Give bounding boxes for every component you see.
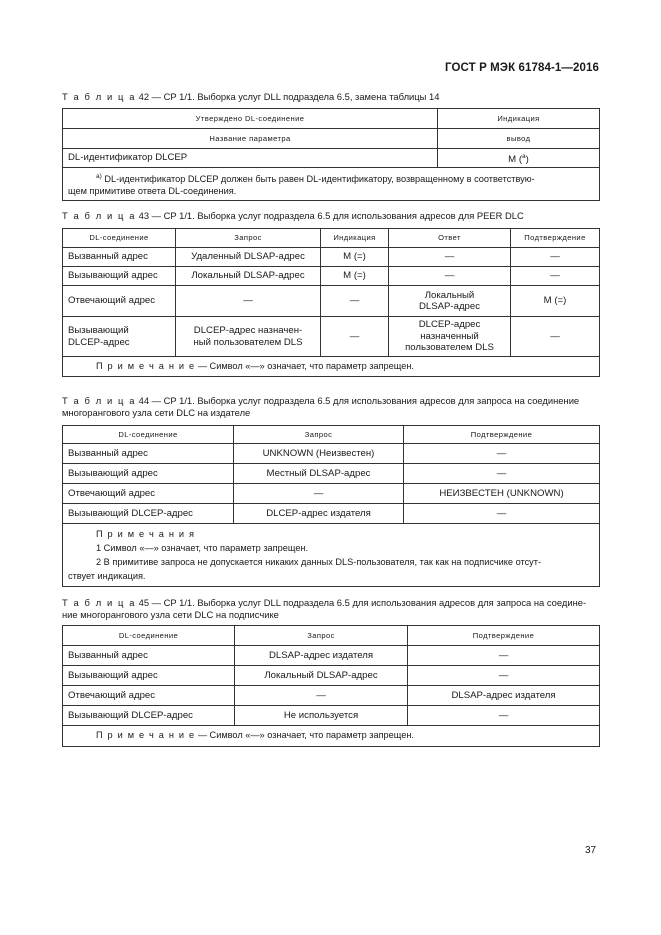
table-cell: DL-идентификатор DLCEP (63, 149, 438, 168)
table-cell: — (404, 464, 600, 484)
table-cell: Вызывающий адрес (63, 464, 234, 484)
table-45-caption (62, 597, 599, 621)
table-cell: НЕИЗВЕСТЕН (UNKNOWN) (404, 484, 600, 504)
table-cell: Вызванный адрес (63, 248, 176, 267)
table-cell: — (404, 444, 600, 464)
note-item: 1 Символ «—» означает, что параметр запрещен. (96, 543, 309, 553)
cell-line: DLCEP-адрес (418, 319, 481, 331)
table-row (63, 666, 600, 686)
table-43 (62, 228, 600, 377)
table-label: Т а б л и ц а (62, 91, 137, 102)
table-cell: — (235, 686, 408, 706)
table-cell: M (=) (321, 248, 389, 267)
table-caption-text: многорангового узла сети DLC на издателе (62, 407, 251, 418)
table-row (63, 267, 600, 286)
cell-line: ный пользователем DLS (193, 336, 303, 348)
table-row (63, 504, 600, 524)
table-cell: DLSAP-адрес издателя (408, 686, 600, 706)
table-42 (62, 108, 600, 201)
table-header-row (63, 129, 600, 149)
footnote-mark: a) (96, 172, 102, 180)
table-header-row (63, 426, 600, 444)
header-cell: Утверждено DL-соединение (63, 109, 438, 129)
table-cell: — (176, 286, 321, 317)
table-cell (63, 317, 176, 357)
table-notes (63, 524, 600, 587)
table-44 (62, 425, 600, 587)
table-caption-text: 42 — CP 1/1. Выборка услуг DLL подраздела 6.5, замена таблицы 14 (138, 91, 440, 102)
header-cell: Ответ (389, 229, 511, 248)
table-cell: — (408, 646, 600, 666)
table-44-caption (62, 395, 599, 419)
table-cell: Вызывающий адрес (63, 267, 176, 286)
table-row (63, 149, 600, 168)
table-cell: Местный DLSAP-адрес (234, 464, 404, 484)
cell-value-tail: ) (525, 153, 529, 165)
table-cell: DLSAP-адрес издателя (235, 646, 408, 666)
table-cell (438, 149, 600, 168)
table-row (63, 248, 600, 267)
table-label: Т а б л и ц а (62, 395, 137, 406)
table-note-row (63, 726, 600, 747)
table-note-row (63, 524, 600, 587)
table-cell: M (=) (511, 286, 600, 317)
document-header: ГОСТ Р МЭК 61784-1—2016 (445, 62, 599, 74)
table-caption-text: 45 — CP 1/1. Выборка услуг DLL подраздела 6.5 для использования адресов для запроса на соедине- (138, 597, 587, 608)
table-cell: Отвечающий адрес (63, 286, 176, 317)
table-label: Т а б л и ц а (62, 210, 137, 221)
page-number: 37 (585, 845, 597, 856)
note-label: П р и м е ч а н и е (96, 360, 196, 371)
table-cell: — (321, 286, 389, 317)
table-note (63, 357, 600, 377)
cell-line: Вызывающий (68, 325, 129, 336)
header-cell: Запрос (234, 426, 404, 444)
table-cell: — (511, 248, 600, 267)
table-footnote (63, 168, 600, 201)
table-header-row (63, 229, 600, 248)
table-45 (62, 625, 600, 747)
cell-line: Локальный (424, 289, 475, 301)
table-42-caption (62, 91, 599, 103)
table-cell: Вызванный адрес (63, 646, 235, 666)
note-label: П р и м е ч а н и е (96, 730, 196, 741)
header-cell: Подтверждение (511, 229, 600, 248)
header-cell: Подтверждение (408, 626, 600, 646)
cell-line: DLCEP-адрес назначен- (193, 325, 303, 336)
header-cell: Индикация (321, 229, 389, 248)
header-cell: DL-соединение (63, 426, 234, 444)
table-cell: Вызывающий DLCEP-адрес (63, 504, 234, 524)
table-cell: — (404, 504, 600, 524)
table-row (63, 484, 600, 504)
table-cell: — (408, 666, 600, 686)
table-cell: — (511, 317, 600, 357)
table-row (63, 646, 600, 666)
table-cell: UNKNOWN (Неизвестен) (234, 444, 404, 464)
table-cell: Вызванный адрес (63, 444, 234, 464)
footnote-line: щем примитиве ответа DL-соединения. (68, 185, 237, 196)
table-caption-text: ние многорангового узла сети DLC на подписчике (62, 609, 279, 620)
table-cell: Локальный DLSAP-адрес (235, 666, 408, 686)
cell-line: DLCEP-адрес (68, 336, 130, 348)
header-cell: Подтверждение (404, 426, 600, 444)
table-cell (176, 317, 321, 357)
table-cell: Отвечающий адрес (63, 686, 235, 706)
cell-line: DLSAP-адрес (418, 301, 481, 312)
table-row (63, 444, 600, 464)
table-row (63, 317, 600, 357)
table-row (63, 706, 600, 726)
table-row (63, 686, 600, 706)
table-header-row (63, 626, 600, 646)
table-cell: Вызывающий DLCEP-адрес (63, 706, 235, 726)
table-cell: — (389, 248, 511, 267)
footnote-line: DL-идентификатор DLCEP должен быть равен DL-идентификатору, возвращенному в соответствую- (101, 174, 535, 185)
note-item: 2 В примитиве запроса не допускается никаких данных DLS-пользователя, так как на подписчике отсут- (96, 557, 542, 567)
footnote-ref: a (522, 152, 526, 160)
table-note (63, 726, 600, 747)
header-cell: вывод (438, 129, 600, 149)
header-cell: DL-соединение (63, 229, 176, 248)
header-cell: Название параметра (63, 129, 438, 149)
header-cell: Запрос (235, 626, 408, 646)
table-cell: M (=) (321, 267, 389, 286)
table-cell: — (321, 317, 389, 357)
table-cell (389, 317, 511, 357)
table-cell: Отвечающий адрес (63, 484, 234, 504)
cell-line: пользователем DLS (405, 342, 494, 354)
header-cell: DL-соединение (63, 626, 235, 646)
table-caption-text: 43 — CP 1/1. Выборка услуг подраздела 6.5 для использования адресов для PEER DLC (138, 210, 524, 221)
header-cell: Запрос (176, 229, 321, 248)
table-header-row (63, 109, 600, 129)
note-text: — Символ «—» означает, что параметр запрещен. (195, 360, 414, 371)
table-row (63, 464, 600, 484)
table-cell: Не используется (235, 706, 408, 726)
table-cell: — (511, 267, 600, 286)
table-cell: — (234, 484, 404, 504)
table-cell: Удаленный DLSAP-адрес (176, 248, 321, 267)
table-cell (389, 286, 511, 317)
note-text: — Символ «—» означает, что параметр запрещен. (195, 730, 414, 741)
table-43-caption (62, 210, 599, 222)
cell-value: M ( (508, 153, 523, 165)
table-cell: — (389, 267, 511, 286)
cell-line: назначенный (420, 330, 479, 342)
table-caption-text: 44 — CP 1/1. Выборка услуг подраздела 6.5 для использования адресов для запроса на соединение (138, 395, 580, 406)
table-label: Т а б л и ц а (62, 597, 137, 608)
notes-label: П р и м е ч а н и я (96, 529, 196, 539)
table-cell: Вызывающий адрес (63, 666, 235, 686)
header-cell: Индикация (438, 109, 600, 129)
note-item-continuation: ствует индикация. (68, 571, 146, 581)
table-footnote-row (63, 168, 600, 201)
table-cell: DLCEP-адрес издателя (234, 504, 404, 524)
table-row (63, 286, 600, 317)
table-note-row (63, 357, 600, 377)
table-cell: — (408, 706, 600, 726)
table-cell: Локальный DLSAP-адрес (176, 267, 321, 286)
